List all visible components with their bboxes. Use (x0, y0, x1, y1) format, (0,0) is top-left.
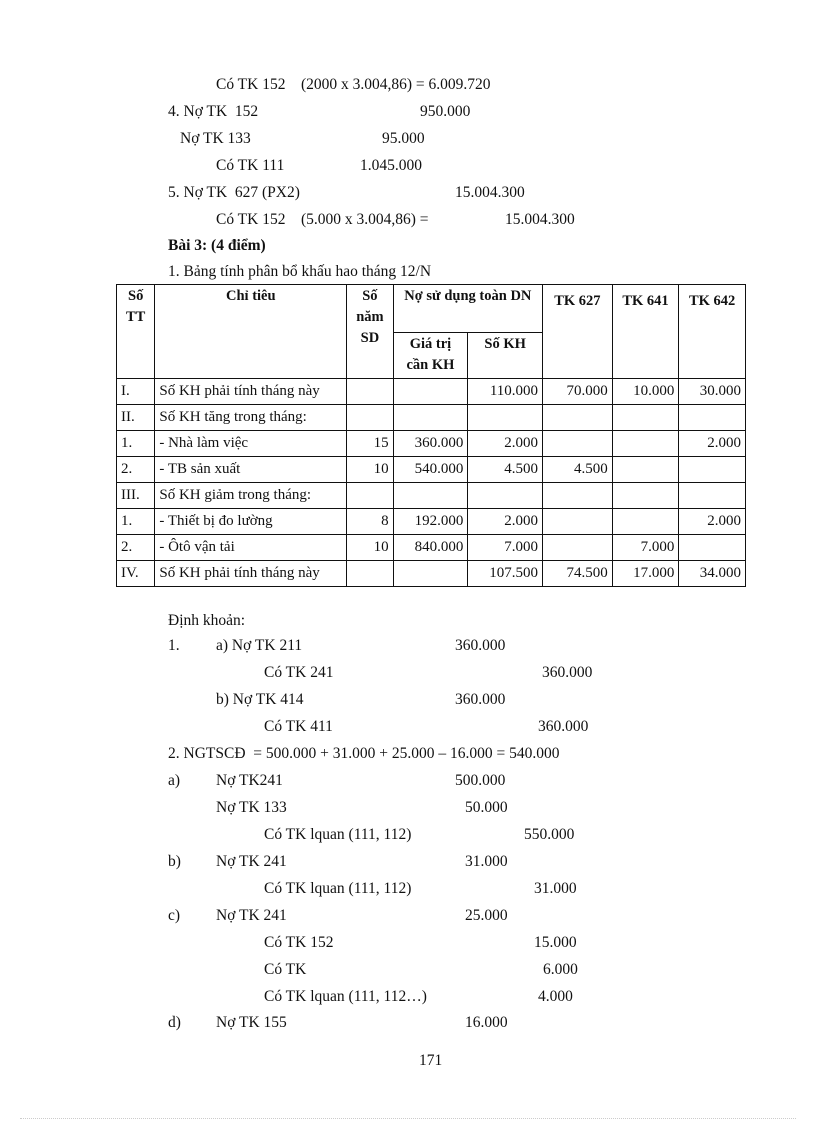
cell-stt: 1. (117, 509, 155, 535)
table-caption: 1. Bảng tính phân bổ khấu hao tháng 12/N (168, 263, 432, 280)
page-number: 171 (419, 1052, 443, 1069)
cell-tk627 (543, 509, 613, 535)
cell-gia-tri: 192.000 (393, 509, 468, 535)
entry-amount: 360.000 (455, 637, 506, 654)
cell-stt: I. (117, 379, 155, 405)
cell-so-nam (347, 561, 393, 587)
cell-tk627: 74.500 (543, 561, 613, 587)
entry-amount: 15.000 (534, 934, 577, 951)
entry-amount: 31.000 (465, 853, 508, 870)
cell-tk641 (612, 405, 679, 431)
entry-amount: 15.004.300 (455, 184, 525, 201)
cell-tk641: 7.000 (612, 535, 679, 561)
cell-tk627 (543, 483, 613, 509)
cell-so-kh (468, 483, 543, 509)
header-so-kh: Số KH (468, 333, 543, 379)
entry-line: Có TK 152 (2000 x 3.004,86) = 6.009.720 (216, 76, 491, 93)
cell-tk641: 10.000 (612, 379, 679, 405)
entry-line: Nợ TK241 (216, 772, 283, 789)
cell-so-nam (347, 483, 393, 509)
cell-tk642: 2.000 (679, 509, 746, 535)
header-gia-tri: Giá trị cần KH (393, 333, 468, 379)
entry-amount: 1.045.000 (360, 157, 422, 174)
cell-gia-tri (393, 379, 468, 405)
cell-tk642 (679, 483, 746, 509)
entry-line: 5. Nợ TK 627 (PX2) (168, 184, 300, 201)
header-tk627: TK 627 (543, 285, 613, 379)
entry-line: Có TK 152 (264, 934, 334, 951)
cell-tk641 (612, 457, 679, 483)
entry-line: Có TK (264, 961, 307, 978)
cell-so-kh: 2.000 (468, 431, 543, 457)
cell-tk642: 34.000 (679, 561, 746, 587)
entry-amount: 360.000 (455, 691, 506, 708)
entry-amount: 31.000 (534, 880, 577, 897)
cell-so-nam: 10 (347, 535, 393, 561)
depreciation-table (116, 284, 746, 587)
cell-tk641 (612, 431, 679, 457)
cell-tk642 (679, 535, 746, 561)
cell-gia-tri: 540.000 (393, 457, 468, 483)
entry-line: Nợ TK 133 (180, 130, 251, 147)
dinh-khoan-heading: Định khoản: (168, 612, 246, 629)
entry-amount: 550.000 (524, 826, 575, 843)
entry-line: Có TK 111 (216, 157, 285, 174)
table-row (117, 457, 746, 483)
cell-chi-tieu: Số KH tăng trong tháng: (155, 405, 347, 431)
entry-line: Nợ TK 241 (216, 853, 287, 870)
header-chi-tieu: Chỉ tiêu (155, 285, 347, 379)
cell-stt: IV. (117, 561, 155, 587)
header-stt: Số TT (117, 285, 155, 379)
cell-tk642 (679, 457, 746, 483)
entry-line: Có TK lquan (111, 112…) (264, 988, 427, 1005)
cell-chi-tieu: - Ôtô vận tải (155, 535, 347, 561)
cell-so-kh: 110.000 (468, 379, 543, 405)
entry-line: Nợ TK 155 (216, 1014, 287, 1031)
cell-chi-tieu: Số KH phải tính tháng này (155, 379, 347, 405)
table-row (117, 483, 746, 509)
entry-amount: 95.000 (382, 130, 425, 147)
cell-chi-tieu: Số KH phải tính tháng này (155, 561, 347, 587)
cell-so-nam: 10 (347, 457, 393, 483)
cell-gia-tri (393, 483, 468, 509)
cell-so-kh (468, 405, 543, 431)
cell-gia-tri (393, 561, 468, 587)
cell-tk641: 17.000 (612, 561, 679, 587)
cell-so-kh: 7.000 (468, 535, 543, 561)
cell-tk642: 2.000 (679, 431, 746, 457)
cell-chi-tieu: - TB sản xuất (155, 457, 347, 483)
table-row (117, 405, 746, 431)
entry-line: a) Nợ TK 211 (216, 637, 303, 654)
entry-amount: 15.004.300 (505, 211, 575, 228)
entry-line: Có TK 411 (264, 718, 333, 735)
table-row (117, 535, 746, 561)
cell-chi-tieu: Số KH giảm trong tháng: (155, 483, 347, 509)
cell-stt: 2. (117, 457, 155, 483)
cell-tk641 (612, 483, 679, 509)
cell-tk627: 70.000 (543, 379, 613, 405)
cell-tk627 (543, 431, 613, 457)
cell-gia-tri: 840.000 (393, 535, 468, 561)
cell-so-kh: 107.500 (468, 561, 543, 587)
entry-line: Nợ TK 133 (216, 799, 287, 816)
entry-line: 4. Nợ TK 152 (168, 103, 259, 120)
table-row (117, 431, 746, 457)
table-row (117, 509, 746, 535)
cell-tk627: 4.500 (543, 457, 613, 483)
entry-line: b) Nợ TK 414 (216, 691, 304, 708)
entry-letter: d) (168, 1014, 181, 1031)
entry-amount: 6.000 (543, 961, 578, 978)
cell-so-nam (347, 405, 393, 431)
cell-tk627 (543, 535, 613, 561)
header-so-nam: Số năm SD (347, 285, 393, 379)
cell-so-nam: 15 (347, 431, 393, 457)
cell-stt: 1. (117, 431, 155, 457)
cell-stt: III. (117, 483, 155, 509)
entry-number: 1. (168, 637, 180, 654)
entry-amount: 360.000 (538, 718, 589, 735)
cell-chi-tieu: - Thiết bị đo lường (155, 509, 347, 535)
cell-tk627 (543, 405, 613, 431)
header-no-su-dung: Nợ sử dụng toàn DN (393, 285, 542, 333)
cell-tk641 (612, 509, 679, 535)
entry-line: Có TK lquan (111, 112) (264, 826, 412, 843)
cell-stt: 2. (117, 535, 155, 561)
entry-amount: 360.000 (542, 664, 593, 681)
page-bottom-rule (20, 1118, 796, 1119)
entry-line: Nợ TK 241 (216, 907, 287, 924)
table-row (117, 561, 746, 587)
entry-line: Có TK lquan (111, 112) (264, 880, 412, 897)
entry-amount: 16.000 (465, 1014, 508, 1031)
cell-so-kh: 2.000 (468, 509, 543, 535)
cell-stt: II. (117, 405, 155, 431)
header-tk642: TK 642 (679, 285, 746, 379)
cell-so-kh: 4.500 (468, 457, 543, 483)
cell-tk642: 30.000 (679, 379, 746, 405)
header-tk641: TK 641 (612, 285, 679, 379)
cell-gia-tri: 360.000 (393, 431, 468, 457)
entry-amount: 500.000 (455, 772, 506, 789)
cell-so-nam: 8 (347, 509, 393, 535)
cell-tk642 (679, 405, 746, 431)
entry-line: Có TK 152 (5.000 x 3.004,86) = (216, 211, 429, 228)
entry-amount: 4.000 (538, 988, 573, 1005)
entry-letter: b) (168, 853, 181, 870)
cell-gia-tri (393, 405, 468, 431)
entry-amount: 25.000 (465, 907, 508, 924)
cell-chi-tieu: - Nhà làm việc (155, 431, 347, 457)
formula-line: 2. NGTSCĐ = 500.000 + 31.000 + 25.000 – 16.000 = 540.000 (168, 745, 560, 762)
entry-line: Có TK 241 (264, 664, 334, 681)
cell-so-nam (347, 379, 393, 405)
entry-amount: 950.000 (420, 103, 471, 120)
entry-letter: a) (168, 772, 181, 789)
section-heading: Bài 3: (4 điểm) (168, 237, 266, 254)
table-row (117, 379, 746, 405)
entry-letter: c) (168, 907, 181, 924)
entry-amount: 50.000 (465, 799, 508, 816)
